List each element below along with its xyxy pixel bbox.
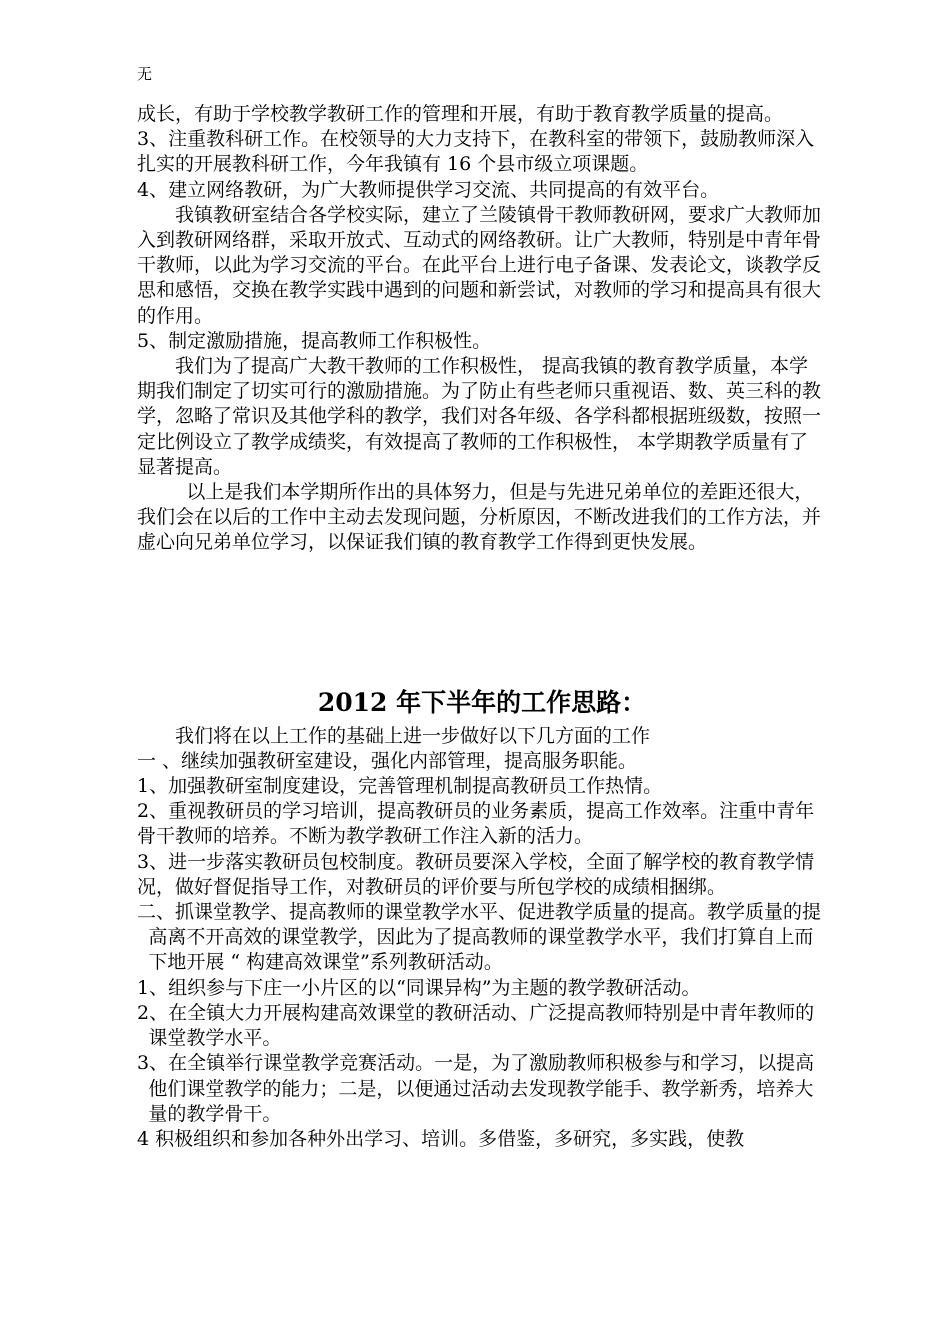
paragraph: 2、重视教研员的学习培训，提高教研员的业务素质，提高工作效率。注重中青年骨干教师的培养。不断为教学教研工作注入新的活力。 (137, 800, 815, 848)
paragraph: 我们将在以上工作的基础上进一步做好以下几方面的工作 (175, 724, 651, 747)
paragraph: 4、建立网络教研，为广大教师提供学习交流、共同提高的有效平台。 (137, 178, 720, 201)
paragraph: 成长，有助于学校教学教研工作的管理和开展，有助于教育教学质量的提高。 (137, 103, 784, 125)
page-header: 无 (137, 65, 153, 83)
paragraph: 4 积极组织和参加各种外出学习、培训。多借鉴，多研究，多实践，使教 (137, 1127, 745, 1150)
document-body (137, 102, 827, 1152)
section-title: 2012 年下半年的工作思路： (317, 687, 647, 717)
paragraph: 1、加强教研室制度建设，完善管理机制提高教研员工作热情。 (137, 775, 663, 798)
paragraph: 2、在全镇大力开展构建高效课堂的教研活动、广泛提高教师特别是中青年教师的课堂教学水平。 (137, 1001, 815, 1050)
paragraph: 3、进一步落实教研员包校制度。教研员要深入学校，全面了解学校的教育教学情况，做好督促指导工作，对教研员的评价要与所包学校的成绩相捆绑。 (137, 850, 815, 898)
paragraph: 3、注重教科研工作。在校领导的大力支持下，在教科室的带领下，鼓励教师深入扎实的开展教科研工作，今年我镇有 16 个县市级立项课题。 (137, 128, 815, 176)
paragraph: 5、制定激励措施，提高教师工作积极性。 (137, 329, 492, 352)
blank-space (137, 556, 827, 686)
paragraph: 我们为了提高广大教干教师的工作积极性， 提高我镇的教育教学质量，本学期我们制定了切实可行的激励措施。为了防止有些老师只重视语、数、英三科的教学，忽略了常识及其他学科的教学，我们对各年级、各学科都根据班级数，按照一定比例设立了教学成绩奖，有效提高了教师的工作积极性， 本学期教学质量有了显著提高。 (137, 355, 822, 478)
paragraph: 以上是我们本学期所作出的具体努力，但是与先进兄弟单位的差距还很大，我们会在以后的工作中主动去发现问题，分析原因，不断改进我们的工作方法，并虚心向兄弟单位学习，以保证我们镇的教育教学工作得到更快发展。 (137, 481, 822, 554)
paragraph: 一 、继续加强教研室建设，强化内部管理，提高服务职能。 (137, 749, 638, 772)
paragraph: 二、抓课堂教学、提高教师的课堂教学水平、促进教学质量的提高。教学质量的提高离不开高效的课堂教学，因此为了提高教师的课堂教学水平，我们打算自上而下地开展 “ 构建高效课堂”系列教研活动。 (137, 901, 822, 974)
paragraph: 我镇教研室结合各学校实际，建立了兰陵镇骨干教师教研网，要求广大教师加入到教研网络群，采取开放式、互动式的网络教研。让广大教师，特别是中青年骨干教师，以此为学习交流的平台。在此平台上进行电子备课、发表论文，谈教学反思和感悟，交换在教学实践中遇到的问题和新尝试，对教师的学习和提高具有很大的作用。 (137, 203, 822, 327)
paragraph: 1、组织参与下庄一小片区的以“同课异构”为主题的教学教研活动。 (137, 976, 701, 999)
paragraph: 3、在全镇举行课堂教学竞赛活动。一是，为了激励教师积极参与和学习，以提高他们课堂教学的能力；二是，以便通过活动去发现教学能手、教学新秀，培养大量的教学骨干。 (137, 1052, 815, 1125)
